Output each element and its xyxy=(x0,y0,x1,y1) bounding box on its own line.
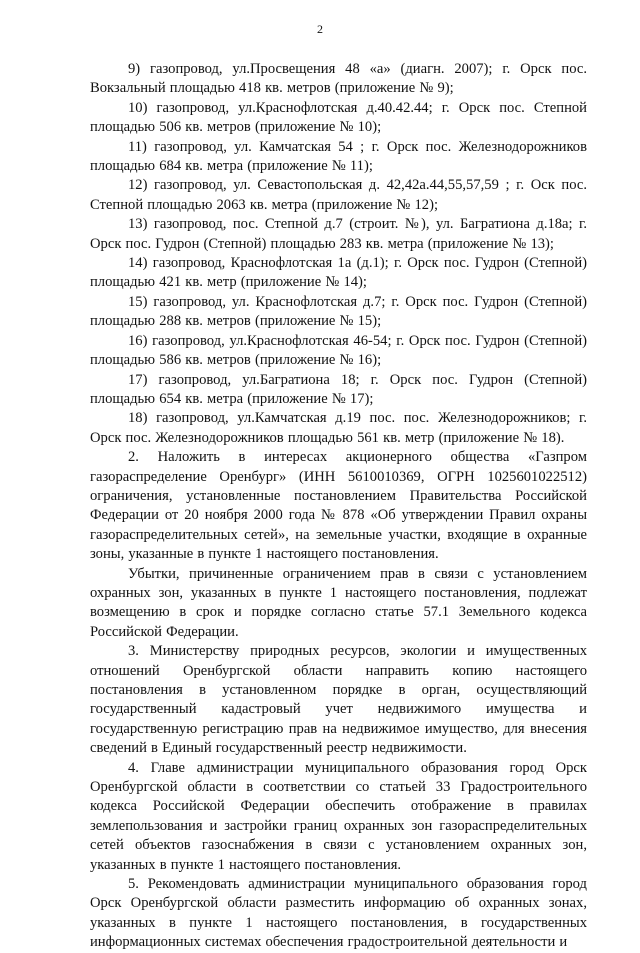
clause-4: 4. Главе администрации муниципального образования город Орск Оренбургской области в соответствии со статьей 33 Градостроительного кодекса Российской Федерации обеспечить отображение в правилах землепользования и застройки границ охранных зон газораспределительных сетей объектов газоснабжения в связи с установлением охранных зон, указанных в пункте 1 настоящего постановления. xyxy=(90,759,587,873)
clause-5: 5. Рекомендовать администрации муниципального образования город Орск Оренбургской области разместить информацию об охранных зонах, указанных в пункте 1 настоящего постановления, в государственных информационных системах обеспечения градостроительной деятельности и xyxy=(90,876,587,951)
clause-2: 2. Наложить в интересах акционерного общества «Газпром газораспределение Оренбург» (ИНН 5610010369, ОГРН 1025601022512) ограничения, установленные постановлением Правительства Российской Федерации от 20 ноября 2000 года № 878 «Об утверждении Правил охраны газораспределительных сетей», на земельные участки, входящие в охранные зоны, указанные в пункте 1 настоящего постановления. xyxy=(90,449,587,563)
list-item-15: 15) газопровод, ул. Краснофлотская д.7; г. Орск пос. Гудрон (Степной) площадью 288 кв. метров (приложение № 15); xyxy=(90,293,587,330)
list-item-14: 14) газопровод, Краснофлотская 1а (д.1); г. Орск пос. Гудрон (Степной) площадью 421 кв. метр (приложение № 14); xyxy=(90,255,587,291)
clause-3: 3. Министерству природных ресурсов, экологии и имущественных отношений Оренбургской области направить копию настоящего постановления в установленном порядке в орган, осуществляющий государственный кадастровый учет недвижимого имущества и государственную регистрацию прав на недвижимое имущество, для внесения сведений в Единый государственный реестр недвижимости. xyxy=(90,643,587,757)
list-item-9: 9) газопровод, ул.Просвещения 48 «а» (диагн. 2007); г. Орск пос. Вокзальный площадью 418 кв. метров (приложение № 9); xyxy=(90,61,587,97)
list-item-12: 12) газопровод, ул. Севастопольская д. 42,42а.44,55,57,59 ; г. Оск пос. Степной площадью 2063 кв. метра (приложение № 12); xyxy=(90,177,587,213)
list-item-16: 16) газопровод, ул.Краснофлотская 46-54; г. Орск пос. Гудрон (Степной) площадью 586 кв. метров (приложение № 16); xyxy=(90,332,587,369)
list-item-10: 10) газопровод, ул.Краснофлотская д.40.42.44; г. Орск пос. Степной площадью 506 кв. метров (приложение № 10); xyxy=(90,99,587,136)
list-item-18: 18) газопровод, ул.Камчатская д.19 пос. пос. Железнодорожников; г. Орск пос. Железнодорожников площадью 561 кв. метр (приложение № 18). xyxy=(90,410,587,446)
list-item-11: 11) газопровод, ул. Камчатская 54 ; г. Орск пос. Железнодорожников площадью 684 кв. метра (приложение № 11); xyxy=(90,138,587,175)
document-body xyxy=(90,60,587,953)
clause-2-damages: Убытки, причиненные ограничением прав в связи с установлением охранных зон, указанных в пункте 1 настоящего постановления, подлежат возмещению в срок и порядке согласно статье 57.1 Земельного кодекса Российской Федерации. xyxy=(90,565,587,640)
list-item-17: 17) газопровод, ул.Багратиона 18; г. Орск пос. Гудрон (Степной) площадью 654 кв. метра (приложение № 17); xyxy=(90,371,587,407)
page-number: 2 xyxy=(317,22,323,36)
list-item-13: 13) газопровод, пос. Степной д.7 (строит. №), ул. Багратиона д.18а; г. Орск пос. Гудрон (Степной) площадью 283 кв. метра (приложение № 13); xyxy=(90,216,587,252)
